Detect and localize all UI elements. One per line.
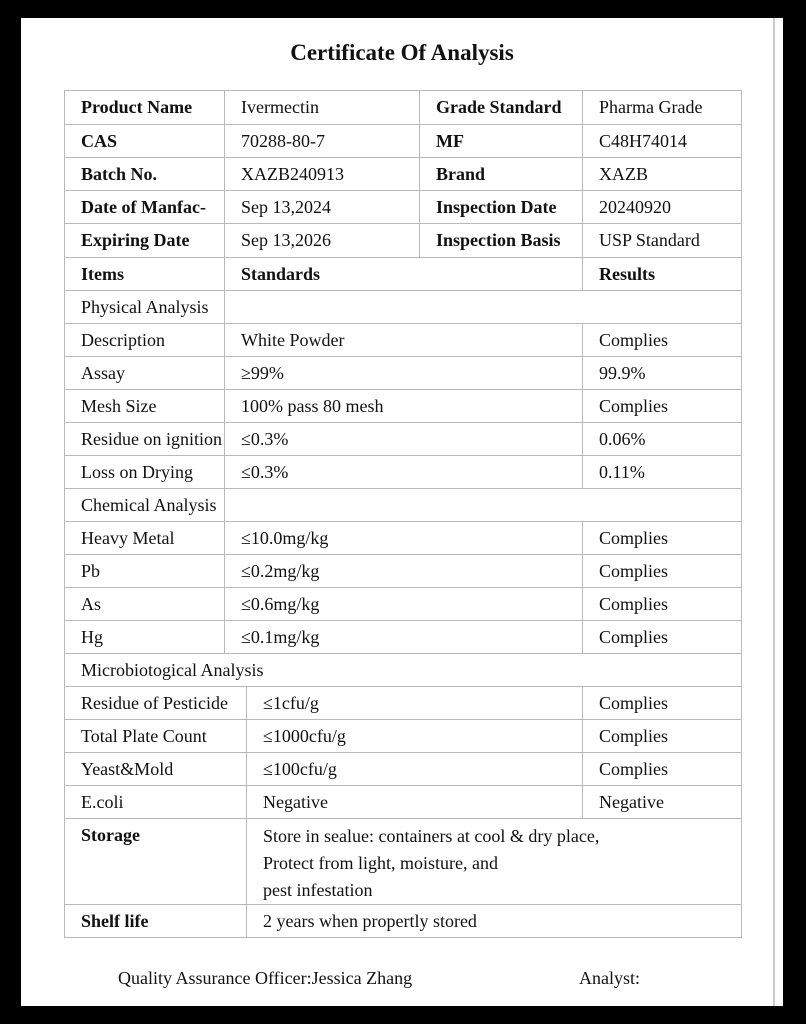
standard-value-cell xyxy=(224,620,583,654)
item-name: Description xyxy=(81,330,165,350)
item-name: Mesh Size xyxy=(81,396,157,416)
result-value: Complies xyxy=(599,561,669,581)
result-value-cell xyxy=(582,521,742,555)
item-name: Pb xyxy=(81,561,101,581)
physical-section-title-cell xyxy=(64,290,225,324)
standard-value-cell xyxy=(224,389,583,423)
item-name: Heavy Metal xyxy=(81,528,175,548)
analyst-signature: Analyst: xyxy=(579,968,640,988)
item-name-cell xyxy=(64,620,225,654)
result-value-cell xyxy=(582,554,742,588)
cas-label-cell xyxy=(64,124,225,158)
storage-value-cell xyxy=(246,818,742,905)
inspection_date-value-cell xyxy=(582,190,742,224)
inspection_basis-label: Inspection Basis xyxy=(436,230,561,250)
item-name: Hg xyxy=(81,627,103,647)
storage-line2: Protect from light, moisture, and xyxy=(263,853,498,873)
result-value-cell xyxy=(582,686,742,720)
item-name: As xyxy=(81,594,102,614)
result-value: 0.11% xyxy=(599,462,645,482)
product_name-value: Ivermectin xyxy=(241,97,319,117)
expiring-label-cell xyxy=(64,223,225,258)
results-header: Results xyxy=(599,264,656,284)
result-value: Complies xyxy=(599,330,669,350)
storage-line3: pest infestation xyxy=(263,880,373,900)
item-name-cell xyxy=(64,719,247,753)
standard-value: ≤10.0mg/kg xyxy=(241,528,329,548)
item-name-cell xyxy=(64,587,225,621)
result-value-cell xyxy=(582,785,742,819)
result-value: Complies xyxy=(599,594,669,614)
standards-header: Standards xyxy=(241,264,321,284)
standards-header-cell xyxy=(224,257,583,291)
qa-officer-signature: Quality Assurance Officer:Jessica Zhang xyxy=(118,968,413,988)
micro-section-title: Microbiotogical Analysis xyxy=(81,660,264,680)
item-name-cell xyxy=(64,554,225,588)
chemical-section-blank-cell xyxy=(224,488,742,522)
inspection_date-value: 20240920 xyxy=(599,197,671,217)
standard-value-cell xyxy=(224,422,583,456)
item-name: Assay xyxy=(81,363,125,383)
storage-label-cell xyxy=(64,818,247,905)
micro-section-title-cell xyxy=(64,653,742,687)
expiring-value: Sep 13,2026 xyxy=(241,230,331,250)
inspection_basis-value-cell xyxy=(582,223,742,258)
storage-text xyxy=(263,823,683,904)
manufacture-value: Sep 13,2024 xyxy=(241,197,331,217)
brand-label-cell xyxy=(419,157,583,191)
product_name-value-cell xyxy=(224,90,420,125)
result-value-cell xyxy=(582,620,742,654)
shelf-life-label-cell xyxy=(64,904,247,938)
standard-value: ≤0.3% xyxy=(241,429,289,449)
shelf-life-value: 2 years when propertly stored xyxy=(263,911,477,931)
cas-label: CAS xyxy=(81,131,118,151)
inspection_basis-label-cell xyxy=(419,223,583,258)
shelf-life-label: Shelf life xyxy=(81,911,149,931)
standard-value: ≥99% xyxy=(241,363,284,383)
product_name-label-cell xyxy=(64,90,225,125)
standard-value-cell xyxy=(246,785,583,819)
standard-value: ≤1cfu/g xyxy=(263,693,319,713)
expiring-value-cell xyxy=(224,223,420,258)
items-header-cell xyxy=(64,257,225,291)
standard-value-cell xyxy=(224,521,583,555)
manufacture-label: Date of Manfac- xyxy=(81,197,206,217)
product_name-label: Product Name xyxy=(81,97,193,117)
result-value: Complies xyxy=(599,759,669,779)
mf-value-cell xyxy=(582,124,742,158)
item-name: Yeast&Mold xyxy=(81,759,174,779)
cas-value: 70288-80-7 xyxy=(241,131,325,151)
page-edge-line xyxy=(773,18,775,1006)
storage-label: Storage xyxy=(81,825,140,845)
brand-value: XAZB xyxy=(599,164,648,184)
manufacture-value-cell xyxy=(224,190,420,224)
result-value: Complies xyxy=(599,528,669,548)
result-value-cell xyxy=(582,422,742,456)
result-value: 0.06% xyxy=(599,429,646,449)
standard-value: ≤100cfu/g xyxy=(263,759,337,779)
mf-value: C48H74014 xyxy=(599,131,688,151)
standard-value-cell xyxy=(224,323,583,357)
certificate-page xyxy=(21,18,783,1006)
brand-label: Brand xyxy=(436,164,486,184)
standard-value-cell xyxy=(224,356,583,390)
item-name: Loss on Drying xyxy=(81,462,193,482)
batch-label-cell xyxy=(64,157,225,191)
chemical-section-title: Chemical Analysis xyxy=(81,495,217,515)
document-title: Certificate Of Analysis xyxy=(290,40,514,65)
result-value: Complies xyxy=(599,693,669,713)
item-name-cell xyxy=(64,785,247,819)
item-name-cell xyxy=(64,686,247,720)
standard-value: ≤0.2mg/kg xyxy=(241,561,320,581)
item-name-cell xyxy=(64,752,247,786)
item-name-cell xyxy=(64,455,225,489)
physical-section-blank-cell xyxy=(224,290,742,324)
batch-label: Batch No. xyxy=(81,164,157,184)
result-value: Complies xyxy=(599,396,669,416)
grade_standard-value-cell xyxy=(582,90,742,125)
batch-value: XAZB240913 xyxy=(241,164,344,184)
item-name: Residue of Pesticide xyxy=(81,693,228,713)
item-name-cell xyxy=(64,422,225,456)
inspection_basis-value: USP Standard xyxy=(599,230,700,250)
standard-value: ≤0.6mg/kg xyxy=(241,594,320,614)
standard-value-cell xyxy=(246,686,583,720)
standard-value: Negative xyxy=(263,792,328,812)
item-name: Total Plate Count xyxy=(81,726,207,746)
result-value: 99.9% xyxy=(599,363,646,383)
standard-value-cell xyxy=(224,455,583,489)
standard-value: 100% pass 80 mesh xyxy=(241,396,384,416)
grade_standard-label: Grade Standard xyxy=(436,97,562,117)
standard-value-cell xyxy=(224,587,583,621)
inspection_date-label-cell xyxy=(419,190,583,224)
result-value: Complies xyxy=(599,627,669,647)
result-value: Complies xyxy=(599,726,669,746)
results-header-cell xyxy=(582,257,742,291)
expiring-label: Expiring Date xyxy=(81,230,190,250)
inspection_date-label: Inspection Date xyxy=(436,197,557,217)
mf-label-cell xyxy=(419,124,583,158)
standard-value-cell xyxy=(224,554,583,588)
mf-label: MF xyxy=(436,131,464,151)
result-value-cell xyxy=(582,389,742,423)
result-value-cell xyxy=(582,719,742,753)
standard-value: ≤1000cfu/g xyxy=(263,726,346,746)
physical-section-title: Physical Analysis xyxy=(81,297,209,317)
item-name-cell xyxy=(64,521,225,555)
standard-value-cell xyxy=(246,719,583,753)
item-name-cell xyxy=(64,323,225,357)
standard-value: ≤0.3% xyxy=(241,462,289,482)
standard-value-cell xyxy=(246,752,583,786)
cas-value-cell xyxy=(224,124,420,158)
result-value-cell xyxy=(582,323,742,357)
brand-value-cell xyxy=(582,157,742,191)
storage-line1: Store in sealue: containers at cool & dry place, xyxy=(263,826,600,846)
manufacture-label-cell xyxy=(64,190,225,224)
standard-value: White Powder xyxy=(241,330,345,350)
result-value-cell xyxy=(582,752,742,786)
result-value-cell xyxy=(582,587,742,621)
result-value-cell xyxy=(582,356,742,390)
shelf-life-value-cell xyxy=(246,904,742,938)
grade_standard-value: Pharma Grade xyxy=(599,97,703,117)
chemical-section-title-cell xyxy=(64,488,225,522)
batch-value-cell xyxy=(224,157,420,191)
item-name: Residue on ignition xyxy=(81,429,222,449)
item-name: E.coli xyxy=(81,792,124,812)
items-header: Items xyxy=(81,264,124,284)
result-value-cell xyxy=(582,455,742,489)
result-value: Negative xyxy=(599,792,664,812)
item-name-cell xyxy=(64,356,225,390)
grade_standard-label-cell xyxy=(419,90,583,125)
item-name-cell xyxy=(64,389,225,423)
standard-value: ≤0.1mg/kg xyxy=(241,627,320,647)
